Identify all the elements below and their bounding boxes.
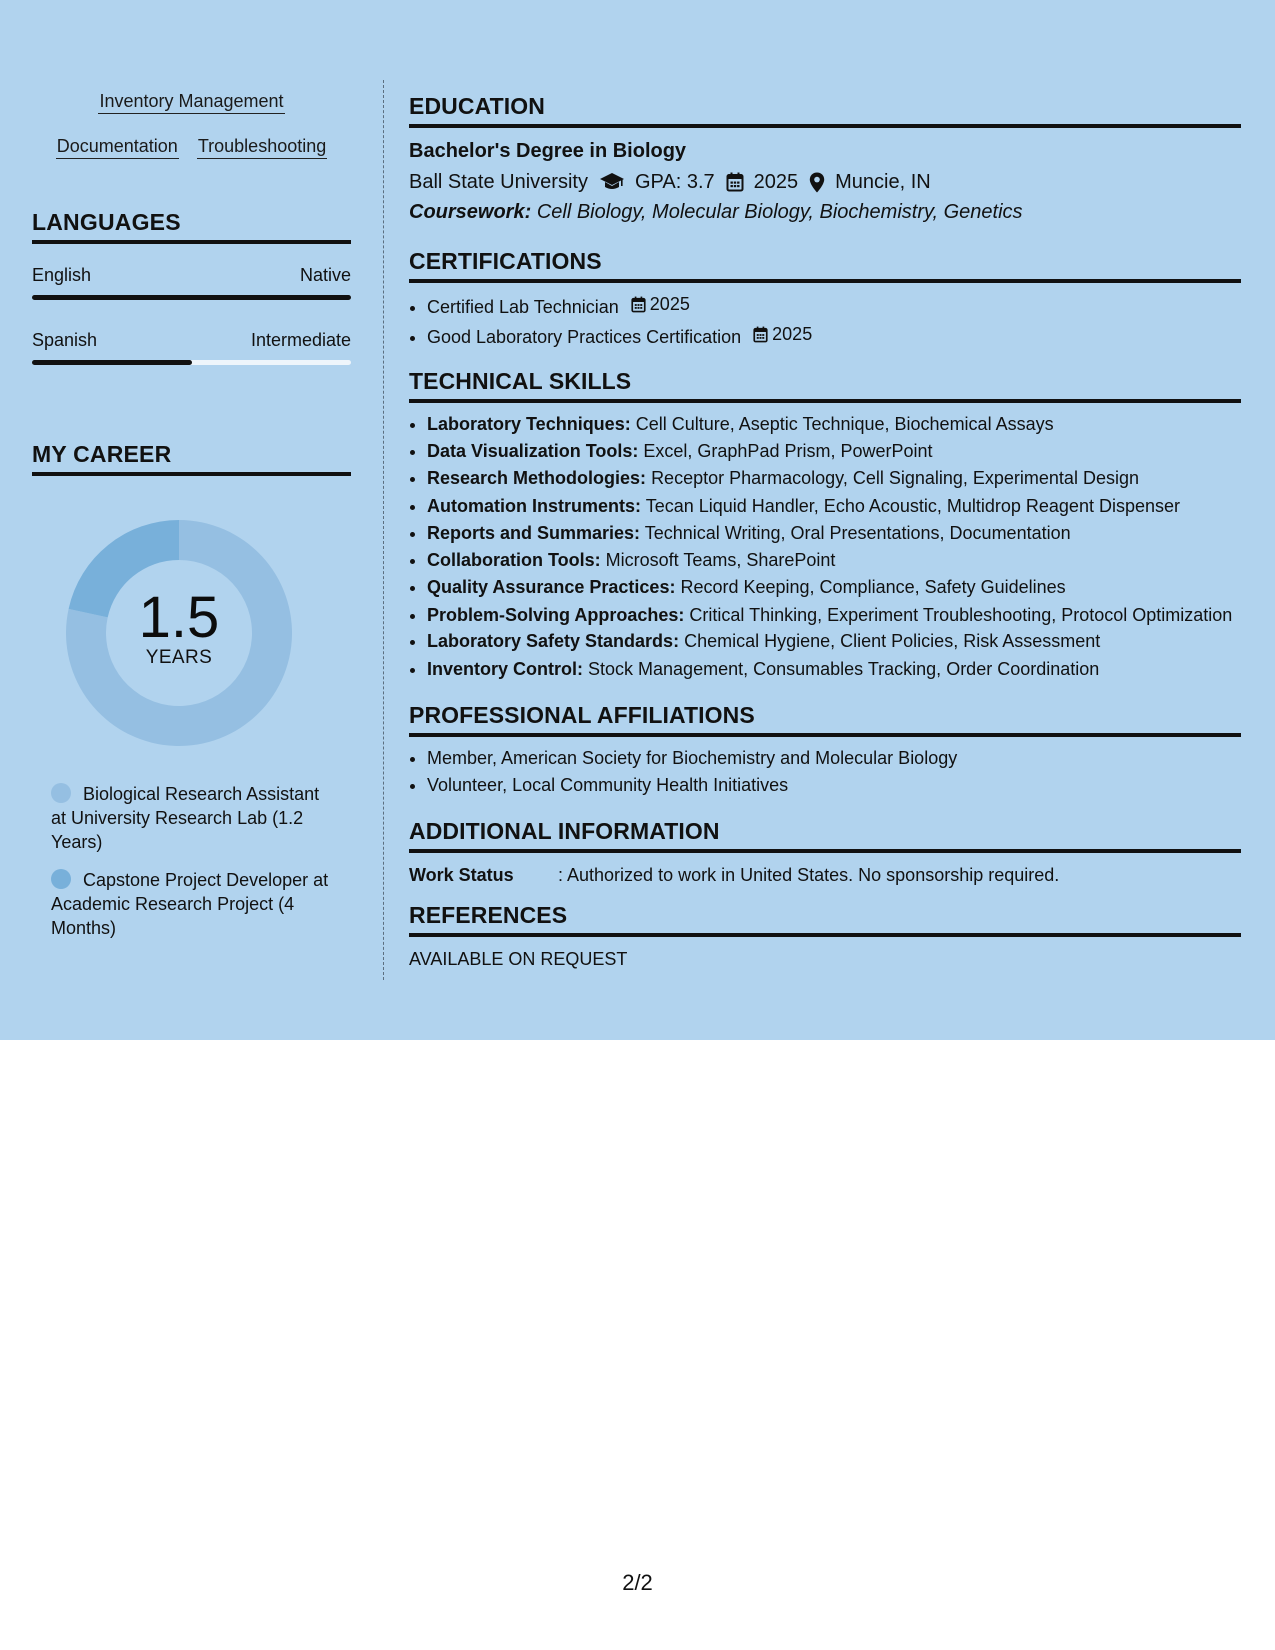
technical-skills-list [409,411,1241,683]
language-level: Native [299,265,351,285]
skill-tag: Documentation [56,135,179,159]
skill-item: • Laboratory Safety Standards: Chemical Hygiene, Client Policies, Risk Assessment [427,628,1241,655]
affiliation-item: • Volunteer, Local Community Health Initiatives [427,772,1241,799]
career-legend-item [51,868,336,940]
skill-tags-row [32,135,351,159]
skill-item: • Laboratory Techniques: Cell Culture, Aseptic Technique, Biochemical Assays [427,411,1241,438]
skill-tags-row [32,90,351,114]
skill-item: • Collaboration Tools: Microsoft Teams, SharePoint [427,547,1241,574]
skill-item: • Quality Assurance Practices: Record Keeping, Compliance, Safety Guidelines [427,574,1241,601]
education-school: Ball State University [409,171,588,193]
affiliations-heading: PROFESSIONAL AFFILIATIONS [409,701,1241,737]
location-pin-icon [809,172,825,193]
legend-dot-icon [51,783,71,803]
work-status-value: : Authorized to work in United States. No sponsorship required. [558,864,1060,885]
skill-item: • Reports and Summaries: Technical Writing, Oral Presentations, Documentation [427,520,1241,547]
language-item [32,329,351,365]
education-coursework [409,199,1241,225]
career-legend-label: Biological Research Assistant at University Research Lab (1.2 Years) [51,784,320,852]
skill-tag: Troubleshooting [197,135,327,159]
work-status-label: Work Status [409,864,514,885]
certifications-list [409,291,1241,351]
skill-item: • Inventory Control: Stock Management, Consumables Tracking, Order Coordination [427,656,1241,683]
certification-name: Good Laboratory Practices Certification [427,327,742,347]
certifications-heading: CERTIFICATIONS [409,247,1241,283]
certification-item [427,291,1241,321]
career-legend-item [51,782,336,854]
page-number: 2/2 [622,1570,653,1595]
language-item [32,264,351,300]
career-legend-label: Capstone Project Developer at Academic Research Project (4 Months) [51,870,329,938]
skill-item: • Data Visualization Tools: Excel, GraphPad Prism, PowerPoint [427,438,1241,465]
career-legend [51,782,336,940]
graduation-cap-icon [599,172,625,192]
certification-item [427,321,1241,351]
affiliations-list [409,745,1241,799]
language-name: English [32,265,92,285]
language-name: Spanish [32,330,98,350]
education-heading: EDUCATION [409,92,1241,128]
career-total-unit: YEARS [145,647,213,668]
calendar-icon [753,326,768,343]
coursework-list: Cell Biology, Molecular Biology, Biochemistry, Genetics [536,201,1023,223]
donut-center-label [66,520,292,746]
career-total-value: 1.5 [138,585,220,650]
languages-heading: LANGUAGES [32,209,351,244]
main-column [409,80,1241,971]
skill-item: • Research Methodologies: Receptor Pharmacology, Cell Signaling, Experimental Design [427,465,1241,492]
skill-item: • Automation Instruments: Tecan Liquid Handler, Echo Acoustic, Multidrop Reagent Dispenser [427,493,1241,520]
affiliation-item: • Member, American Society for Biochemistry and Molecular Biology [427,745,1241,772]
language-proficiency-fill [32,295,351,300]
sidebar [32,80,351,954]
education-details [409,169,1241,195]
technical-skills-heading: TECHNICAL SKILLS [409,367,1241,403]
legend-dot-icon [51,869,71,889]
certification-date: 2025 [631,291,690,318]
calendar-icon [726,172,744,192]
language-proficiency-bar [32,295,351,300]
certification-name: Certified Lab Technician [427,297,619,317]
language-level: Intermediate [250,330,351,350]
coursework-label: Coursework: [409,201,532,223]
calendar-icon [631,296,646,313]
references-heading: REFERENCES [409,901,1241,937]
skill-item: • Problem-Solving Approaches: Critical Thinking, Experiment Troubleshooting, Protocol Optimization [427,601,1241,628]
language-proficiency-fill [32,360,192,365]
education-gpa: GPA: 3.7 [634,171,715,193]
skill-tag: Inventory Management [98,90,284,114]
education-location: Muncie, IN [835,171,931,193]
education-year: 2025 [753,171,799,193]
certification-date: 2025 [753,321,812,348]
career-heading: MY CAREER [32,441,351,476]
column-divider [383,80,384,980]
career-donut-chart [66,520,292,746]
references-text: AVAILABLE ON REQUEST [409,948,628,969]
education-degree: Bachelor's Degree in Biology [409,140,687,162]
work-status-row [409,863,1241,887]
language-proficiency-bar [32,360,351,365]
additional-info-heading: ADDITIONAL INFORMATION [409,817,1241,853]
